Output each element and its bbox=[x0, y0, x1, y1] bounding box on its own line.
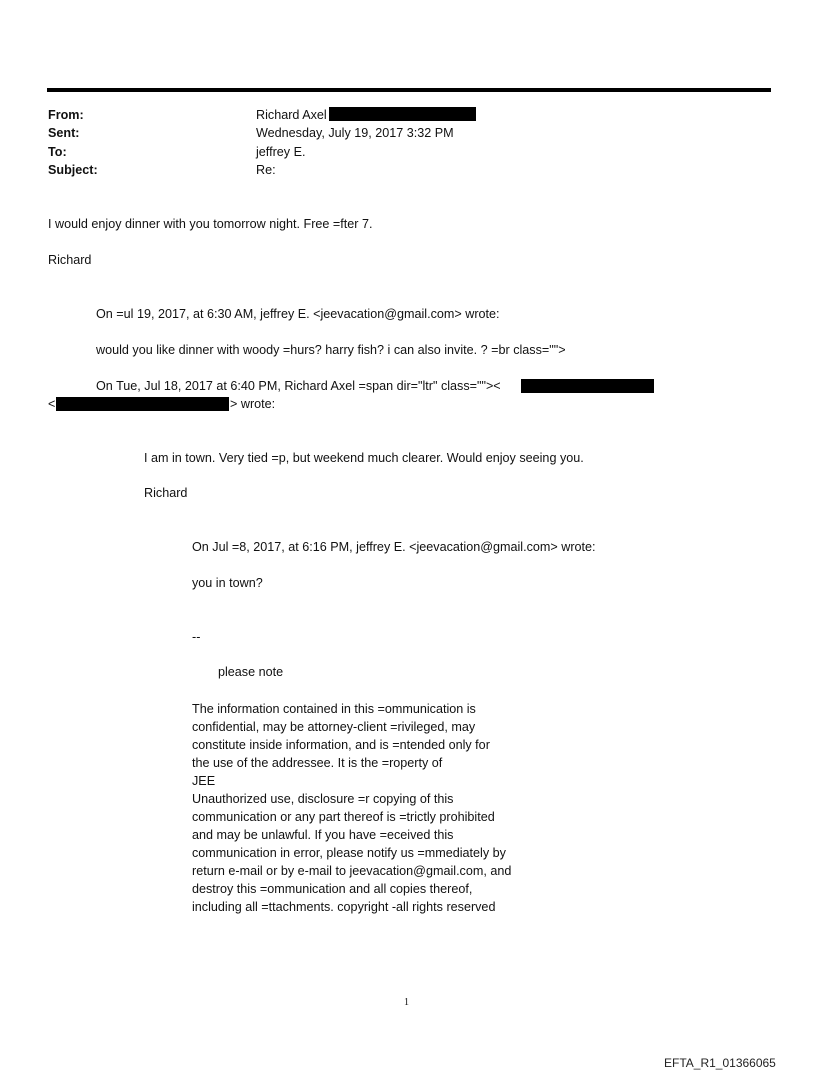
disclaimer-line: and may be unlawful. If you have =eceived this bbox=[192, 828, 454, 842]
quote1-attribution2: On Tue, Jul 18, 2017 at 6:40 PM, Richard Axel =span dir="ltr" class="">< bbox=[96, 379, 501, 393]
to-label: To: bbox=[48, 145, 67, 159]
redaction-bar bbox=[329, 107, 476, 121]
sent-value: Wednesday, July 19, 2017 3:32 PM bbox=[256, 126, 454, 140]
disclaimer-line: communication or any part thereof is =trictly prohibited bbox=[192, 810, 495, 824]
quote1-attribution2-end: > wrote: bbox=[230, 397, 276, 411]
redaction-bar bbox=[521, 379, 654, 393]
quote3-message: you in town? bbox=[192, 576, 263, 590]
disclaimer bbox=[192, 700, 511, 916]
body-line: I would enjoy dinner with you tomorrow night. Free =fter 7. bbox=[48, 217, 373, 231]
page-number: 1 bbox=[404, 997, 409, 1008]
from-value: Richard Axel bbox=[256, 108, 327, 122]
disclaimer-line: constitute inside information, and is =ntended only for bbox=[192, 738, 490, 752]
disclaimer-line: communication in error, please notify us =mmediately by bbox=[192, 846, 506, 860]
quote3-attribution: On Jul =8, 2017, at 6:16 PM, jeffrey E. <jeevacation@gmail.com> wrote: bbox=[192, 540, 596, 554]
subject-label: Subject: bbox=[48, 163, 98, 177]
disclaimer-line: destroy this =ommunication and all copies thereof, bbox=[192, 882, 473, 896]
disclaimer-line: the use of the addressee. It is the =roperty of bbox=[192, 756, 443, 770]
disclaimer-line: Unauthorized use, disclosure =r copying of this bbox=[192, 792, 454, 806]
disclaimer-line: return e-mail or by e-mail to jeevacation@gmail.com, and bbox=[192, 864, 512, 878]
quote1-attribution: On =ul 19, 2017, at 6:30 AM, jeffrey E. <jeevacation@gmail.com> wrote: bbox=[96, 307, 500, 321]
disclaimer-line: The information contained in this =ommunication is bbox=[192, 702, 476, 716]
from-label: From: bbox=[48, 108, 84, 122]
quote1-message: would you like dinner with woody =hurs? harry fish? i can also invite. ? =br class=""> bbox=[96, 343, 566, 357]
sent-label: Sent: bbox=[48, 126, 80, 140]
disclaimer-line: JEE bbox=[192, 774, 216, 788]
to-value: jeffrey E. bbox=[256, 145, 306, 159]
header-rule bbox=[47, 88, 771, 92]
disclaimer-line: confidential, may be attorney-client =rivileged, may bbox=[192, 720, 476, 734]
please-note: please note bbox=[218, 665, 284, 679]
document-id: EFTA_R1_01366065 bbox=[664, 1056, 776, 1070]
signature-separator: -- bbox=[192, 630, 201, 644]
redaction-bar bbox=[56, 397, 229, 411]
subject-value: Re: bbox=[256, 163, 276, 177]
body-signoff: Richard bbox=[48, 253, 92, 267]
quote2-message: I am in town. Very tied =p, but weekend much clearer. Would enjoy seeing you. bbox=[144, 451, 584, 465]
quote2-signoff: Richard bbox=[144, 486, 188, 500]
disclaimer-line: including all =ttachments. copyright -all rights reserved bbox=[192, 900, 496, 914]
quote1-attribution2-lt: < bbox=[48, 397, 56, 411]
